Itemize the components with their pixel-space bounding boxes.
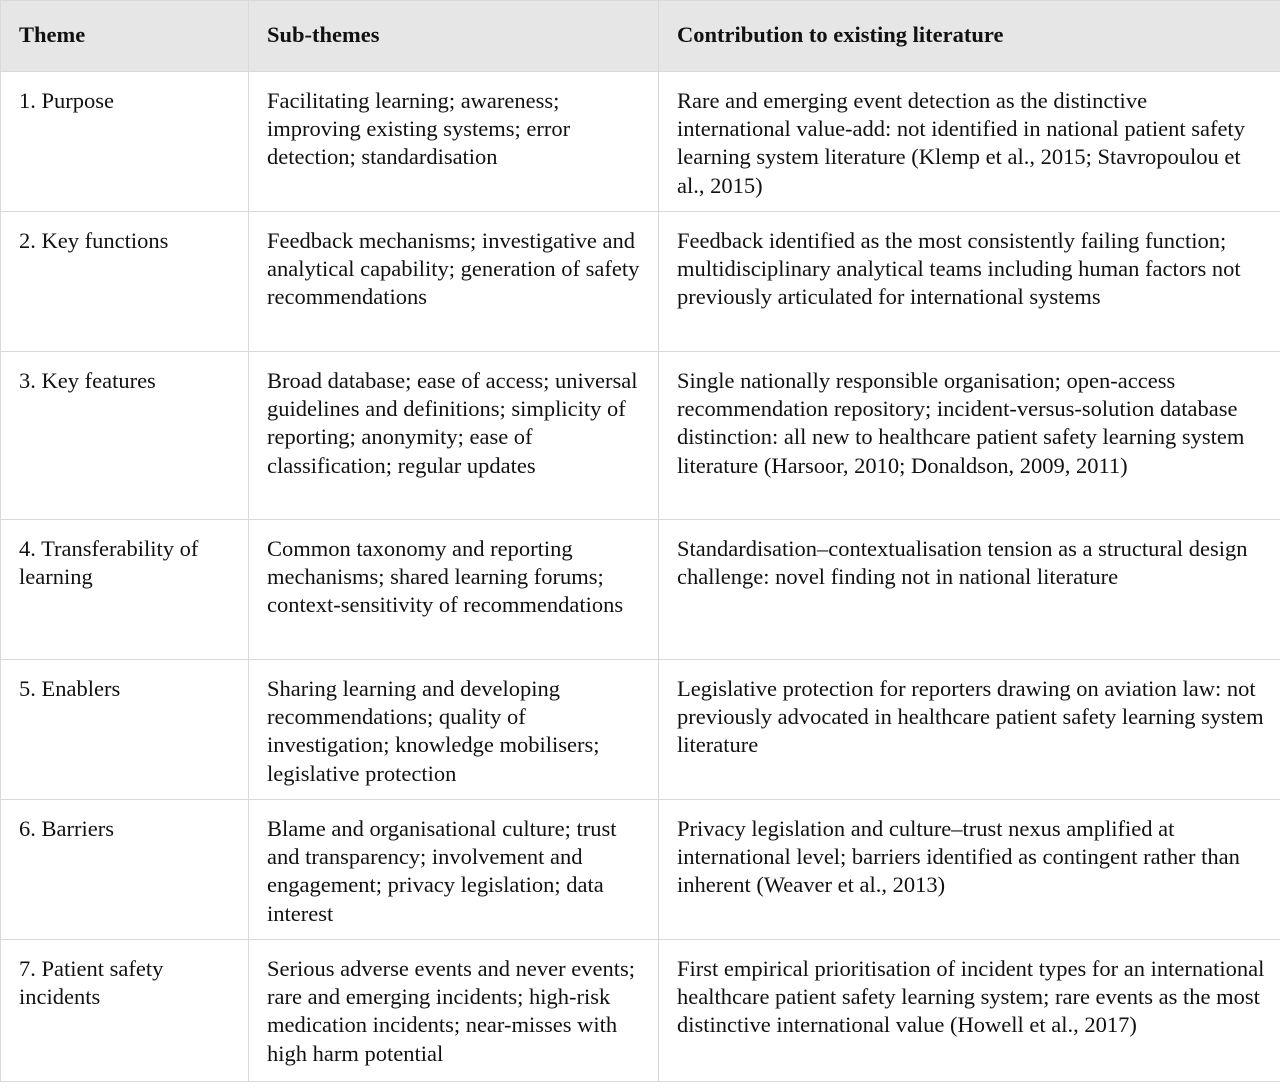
header-sub-themes: Sub-themes [249,1,659,72]
header-row [1,1,1280,72]
contribution-cell: First empirical prioritisation of incident types for an international healthcare patient safety learning system; rare events as the most distinctive international value (Howell et al., 2017) [659,940,1280,1082]
table-body [1,72,1280,1082]
table-row [1,800,1280,940]
contribution-cell: Legislative protection for reporters drawing on aviation law: not previously advocated in healthcare patient safety learning system literature [659,660,1280,800]
table-row [1,940,1280,1082]
theme-cell: 3. Key features [1,352,249,520]
contribution-cell: Standardisation–contextualisation tension as a structural design challenge: novel finding not in national literature [659,520,1280,660]
subthemes-cell: Facilitating learning; awareness; improving existing systems; error detection; standardisation [249,72,659,212]
contribution-cell: Rare and emerging event detection as the distinctive international value-add: not identified in national patient safety learning system literature (Klemp et al., 2015; Stavropoulou et al., 2015) [659,72,1280,212]
header-contribution: Contribution to existing literature [659,1,1280,72]
table-row [1,352,1280,520]
theme-cell: 6. Barriers [1,800,249,940]
theme-cell: 5. Enablers [1,660,249,800]
subthemes-cell: Common taxonomy and reporting mechanisms; shared learning forums; context-sensitivity of recommendations [249,520,659,660]
contribution-cell: Privacy legislation and culture–trust nexus amplified at international level; barriers identified as contingent rather than inherent (Weaver et al., 2013) [659,800,1280,940]
theme-cell: 4. Transferability of learning [1,520,249,660]
subthemes-cell: Serious adverse events and never events; rare and emerging incidents; high-risk medication incidents; near-misses with high harm potential [249,940,659,1082]
table-row [1,212,1280,352]
table-row [1,660,1280,800]
contribution-cell: Single nationally responsible organisation; open-access recommendation repository; incident-versus-solution database distinction: all new to healthcare patient safety learning system literature (Harsoor, 2010; Donaldson, 2009, 2011) [659,352,1280,520]
table-header [1,1,1280,72]
theme-cell: 1. Purpose [1,72,249,212]
subthemes-cell: Broad database; ease of access; universal guidelines and definitions; simplicity of reporting; anonymity; ease of classification; regular updates [249,352,659,520]
contribution-cell: Feedback identified as the most consistently failing function; multidisciplinary analytical teams including human factors not previously articulated for international systems [659,212,1280,352]
theme-cell: 7. Patient safety incidents [1,940,249,1082]
subthemes-cell: Sharing learning and developing recommendations; quality of investigation; knowledge mobilisers; legislative protection [249,660,659,800]
theme-cell: 2. Key functions [1,212,249,352]
subthemes-cell: Feedback mechanisms; investigative and analytical capability; generation of safety recommendations [249,212,659,352]
subthemes-cell: Blame and organisational culture; trust and transparency; involvement and engagement; privacy legislation; data interest [249,800,659,940]
table-row [1,520,1280,660]
header-theme: Theme [1,1,249,72]
table-row [1,72,1280,212]
